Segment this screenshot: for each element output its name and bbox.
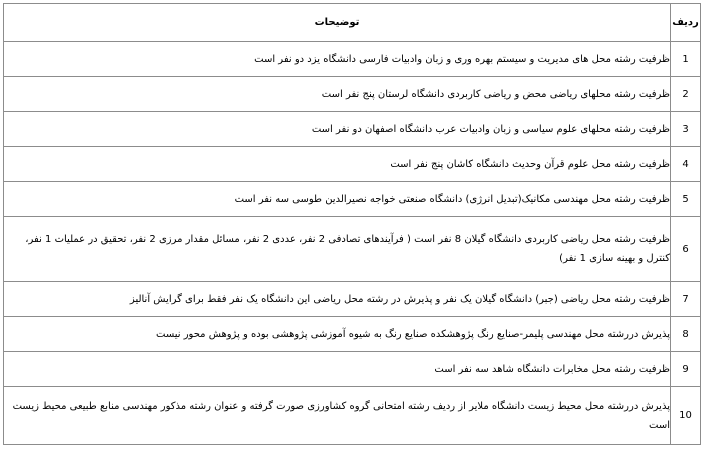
row-number: 1 [671,42,701,77]
row-number: 8 [671,317,701,352]
row-description: ظرفیت رشته محل ریاضی (جبر) دانشگاه گیلان یک نفر و پذیرش در رشته محل ریاضی این دانشگاه یک نفر فقط برای گرایش آنالیز [4,282,671,317]
notes-table [3,3,701,445]
row-number: 9 [671,352,701,387]
row-number: 5 [671,182,701,217]
table-row [4,182,701,217]
row-description: پذیرش دررشته محل مهندسی پلیمر-صنایع رنگ پژوهشکده صنایع رنگ به شیوه آموزشی پژوهشی بوده و پژوهش محور نیست [4,317,671,352]
header-description: توضیحات [4,4,671,42]
table-row [4,147,701,182]
header-row-number: ردیف [671,4,701,42]
row-description: ظرفیت رشته محل های مدیریت و سیستم بهره وری و زبان وادبیات فارسی دانشگاه یزد دو نفر است [4,42,671,77]
row-number: 10 [671,387,701,445]
row-number: 7 [671,282,701,317]
row-number: 4 [671,147,701,182]
table-row [4,282,701,317]
header-row [4,4,701,42]
row-description: ظرفیت رشته محلهای علوم سیاسی و زبان وادبیات عرب دانشگاه اصفهان دو نفر است [4,112,671,147]
table-row [4,352,701,387]
row-description: ظرفیت رشته محلهای ریاضی محض و ریاضی کاربردی دانشگاه لرستان پنج نفر است [4,77,671,112]
table-row [4,387,701,445]
row-description: ظرفیت رشته محل مهندسی مکانیک(تبدیل انرژی) دانشگاه صنعتی خواجه نصیرالدین طوسی سه نفر است [4,182,671,217]
row-description: پذیرش دررشته محل محیط زیست دانشگاه ملایر از ردیف رشته امتحانی گروه کشاورزی صورت گرفته و عنوان رشته مذکور مهندسی منابع طبیعی محیط زیست است [4,387,671,445]
table-row [4,77,701,112]
row-description: ظرفیت رشته محل ریاضی کاربردی دانشگاه گیلان 8 نفر است ( فرآیندهای تصادفی 2 نفر، عددی 2 نفر، مسائل مقدار مرزی 2 نفر، تحقیق در عملیات 1 نفر، کنترل و بهینه سازی 1 نفر) [4,217,671,282]
row-description: ظرفیت رشته محل علوم قرآن وحدیث دانشگاه کاشان پنج نفر است [4,147,671,182]
table-row [4,217,701,282]
row-number: 6 [671,217,701,282]
table-row [4,112,701,147]
row-description: ظرفیت رشته محل مخابرات دانشگاه شاهد سه نفر است [4,352,671,387]
table-row [4,42,701,77]
table-row [4,317,701,352]
row-number: 2 [671,77,701,112]
row-number: 3 [671,112,701,147]
